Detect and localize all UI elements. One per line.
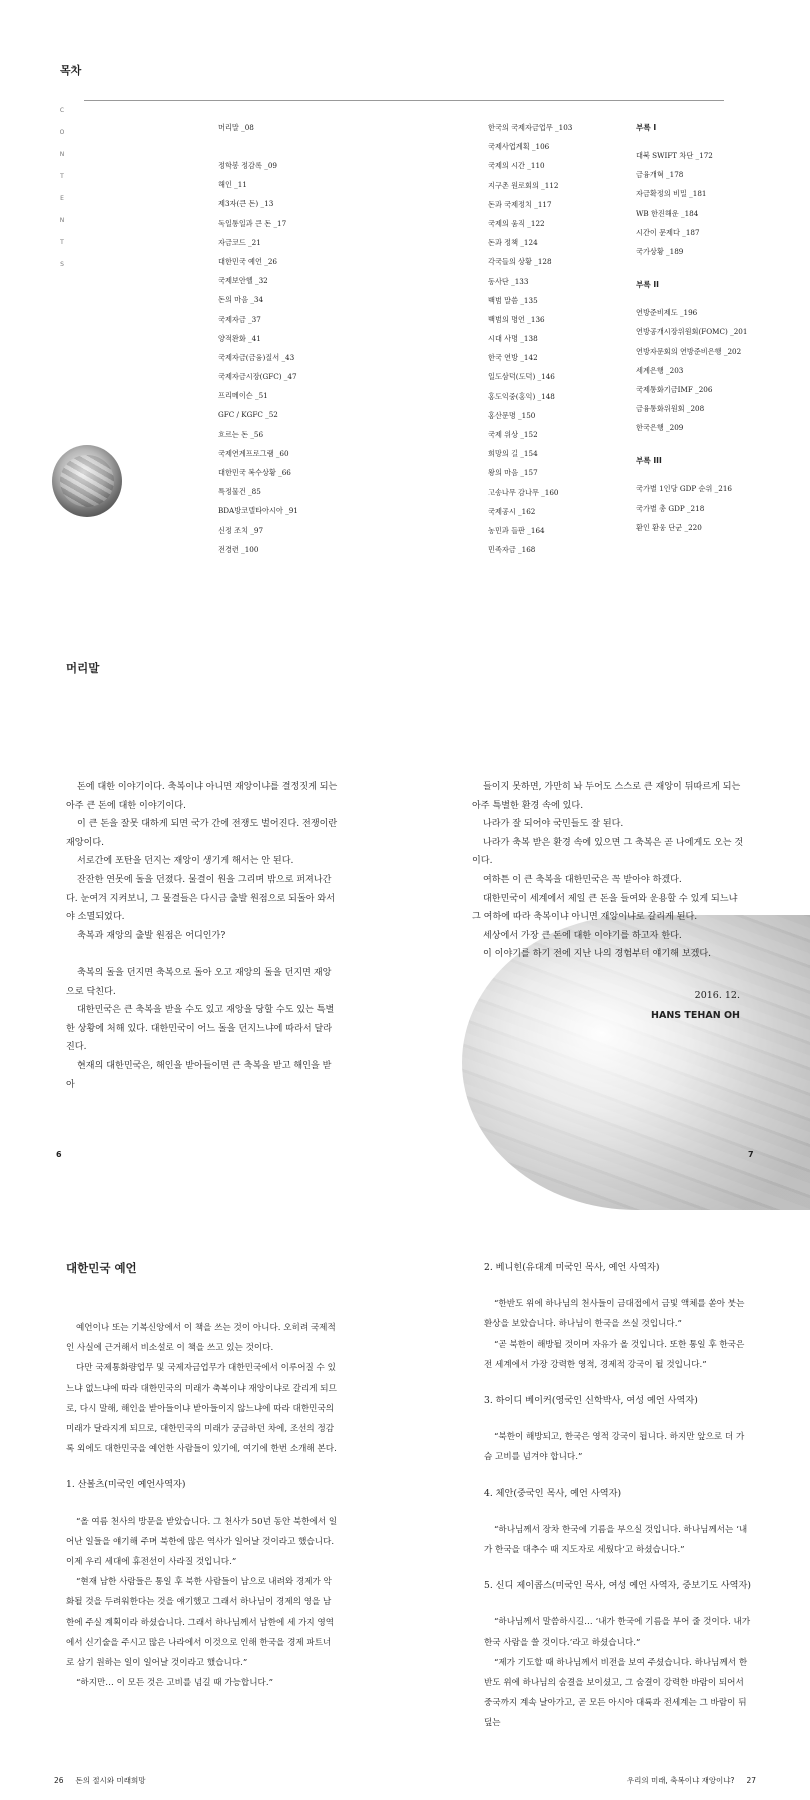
toc-entry: 돈의 마음 _34 xyxy=(218,295,264,305)
toc-divider xyxy=(84,100,724,101)
preface-paragraph: 나라가 축복 받은 환경 속에 있으면 그 축복은 곧 나에게도 오는 것이다. xyxy=(472,837,744,867)
prophecy-heading: 대한민국 예언 xyxy=(66,1261,137,1275)
toc-entry: 대한민국 복수상황 _66 xyxy=(218,468,291,477)
toc-entry: 연방준비제도 _196 xyxy=(636,308,698,318)
toc-entry: 금융개혁 _178 xyxy=(636,170,684,180)
globe-illustration xyxy=(52,445,122,517)
prophecy-paragraph: 다만 국제통화량업무 및 국제자금업무가 대한민국에서 이루어질 수 있느냐 없느냐에 따라 대한민국의 미래가 축복이냐 재앙이냐로 갈리게 되므로, 다시 말해, 해인을 받아들이냐 받아들이지 않느냐에 따라 대한민국의 미래가 달라지게 되므로, 대한민국의 미래가 궁금하던 차에, 조선의 정감록 외에도 대한민국을 예언한 사람들이 있기에, 여기에 한번 소개해 본다. xyxy=(66,1363,337,1455)
toc-entry: 정학봉 정감록 _09 xyxy=(218,161,277,170)
appendix-heading: 부록 I xyxy=(636,123,657,132)
prophet-heading: 1. 산볼츠(미국인 예언사역자) xyxy=(66,1479,186,1491)
preface-author: HANS TEHAN OH xyxy=(651,1010,740,1021)
appendix-heading: 부록 II xyxy=(636,280,659,290)
preface-paragraph: 서로간에 포탄을 던지는 재앙이 생기게 해서는 안 된다. xyxy=(77,856,294,867)
toc-entry: 흐르는 돈 _56 xyxy=(218,429,264,439)
toc-entry: 국제자금(금융)질서 _43 xyxy=(218,352,295,362)
spacer xyxy=(636,437,747,451)
prophecy-right-text xyxy=(484,1258,752,1734)
toc-entry: 시대 사명 _138 xyxy=(488,334,538,344)
toc-entry: 국제의 움직 _122 xyxy=(488,218,545,228)
preface-paragraph: 돈에 대한 이야기이다. 축복이냐 아니면 재앙이냐를 결정짓게 되는 아주 큰 돈에 대한 이야기이다. xyxy=(66,782,338,811)
prophet-heading: 4. 체안(중국인 목사, 예언 사역자) xyxy=(484,1487,622,1499)
footer-left xyxy=(54,1775,145,1786)
preface-paragraph: 대한민국이 세계에서 제일 큰 돈을 들여와 운용할 수 있게 되느냐 그 여하에 따라 축복이냐 아니면 재앙이냐로 갈리게 된다. xyxy=(472,893,738,923)
prophecy-paragraph: “북한이 해방되고, 한국은 영적 강국이 됩니다. 하지만 앞으로 더 가슴 고비를 넘겨야 합니다.” xyxy=(484,1432,745,1463)
prophet-heading: 3. 하이디 베이커(영국인 신학박사, 여성 예언 사역자) xyxy=(484,1395,698,1407)
toc-entry: 희망의 길 _154 xyxy=(488,449,538,459)
preface-paragraph: 축복의 돌을 던지면 축복으로 돌아 오고 재앙의 돌을 던지면 재앙으로 닥친다. xyxy=(66,967,332,997)
page-number-right: 7 xyxy=(748,1150,754,1159)
toc-entry: 연방자문회의 연방준비은행 _202 xyxy=(636,346,742,356)
toc-entry: 민족자금 _168 xyxy=(488,545,536,555)
toc-entry: 국가별 총 GDP _218 xyxy=(636,503,705,513)
toc-entry: 대북 SWIFT 차단 _172 xyxy=(636,151,713,160)
toc-entry: 독일통일과 큰 돈 _17 xyxy=(218,218,287,228)
toc-entry: 국제자금 _37 xyxy=(218,314,261,324)
page-number-left: 6 xyxy=(56,1150,62,1159)
toc-entry: 국제 위상 _152 xyxy=(488,430,538,439)
preface-paragraph: 세상에서 가장 큰 돈에 대한 이야기를 하고자 한다. xyxy=(483,930,682,941)
toc-entry: 자금코드 _21 xyxy=(218,237,261,247)
toc-entry: 국제의 시간 _110 xyxy=(488,161,545,171)
contents-letter: C xyxy=(59,107,65,114)
preface-paragraph: 축복과 재앙의 출발 원점은 어디인가? xyxy=(77,930,226,941)
prophecy-paragraph: “하나님께서 장차 한국에 기름을 부으실 것입니다. 하나님께서는 ‘내가 한국을 대추수 때 지도자로 세웠다’고 하셨습니다.” xyxy=(484,1524,748,1556)
preface-paragraph: 잔잔한 연못에 돌을 던졌다. 물결이 원을 그리며 밖으로 퍼져나간다. 눈여겨 지켜보니, 그 물결들은 다시금 출발 원점으로 되돌아 와서야 소멸되었다. xyxy=(66,874,335,923)
toc-column-1 xyxy=(218,118,298,559)
footer-right-page-number: 27 xyxy=(746,1776,756,1785)
preface-heading: 머리말 xyxy=(66,661,100,675)
contents-letter: T xyxy=(60,173,64,180)
toc-entry: 한국은행 _209 xyxy=(636,423,684,433)
toc-entry: 세계은행 _203 xyxy=(636,365,684,375)
contents-letter: N xyxy=(59,217,65,224)
toc-entry: 농민과 들판 _164 xyxy=(488,525,545,535)
prophecy-paragraph: “곧 북한이 해방될 것이며 자유가 올 것입니다. 또한 통일 후 한국은 전 세계에서 가장 강력한 영적, 경제적 강국이 될 것입니다.” xyxy=(484,1339,745,1370)
toc-entry: 지구촌 원로회의 _112 xyxy=(488,180,559,190)
toc-entry: 국제자금시장(GFC) _47 xyxy=(218,372,297,382)
toc-entry: 한국 연방 _142 xyxy=(488,353,538,363)
toc-entry: 돈과 정책 _124 xyxy=(488,238,538,248)
toc-column-2 xyxy=(488,118,572,559)
toc-entry: 백범 말씀 _135 xyxy=(488,295,538,305)
toc-entry: 신정 조치 _97 xyxy=(218,525,264,535)
toc-entry: BDA방코델타아시아 _91 xyxy=(218,506,298,516)
prophecy-paragraph: “현재 남한 사람들은 통일 후 북한 사람들이 남으로 내려와 경제가 악화될 것을 두려워한다는 것을 얘기했고 그래서 하나님이 경제의 영을 남한에 주실 계획이라 하셨습니다. 그래서 하나님께서 남한에 세 가지 영역에서 신기술을 주시고 많은 나라에서 이것으로 인해 한국을 경제 파트너로 삼기 원하는 일이 일어날 것이라고 했습니다.” xyxy=(66,1577,335,1669)
toc-entry: 환인 환웅 단군 _220 xyxy=(636,522,702,532)
preface-left-text xyxy=(66,778,338,1094)
appendix-heading: 부록 III xyxy=(636,456,662,466)
toc-entry: 국제사업계획 _106 xyxy=(488,142,550,152)
preface-date: 2016. 12. xyxy=(694,990,740,1001)
toc-entry: 국제연계프로그램 _60 xyxy=(218,448,289,458)
prophecy-paragraph: “제가 기도할 때 하나님께서 비전을 보여 주셨습니다. 하나님께서 한반도 위에 하나님의 숨결을 보이셨고, 그 숨결이 강력한 바람이 되어서 중국까지 계속 날아가고, 곧 모든 아시아 대륙과 전세계는 그 바람이 뒤덮는 xyxy=(484,1657,748,1729)
footer-left-title: 돈의 절시와 미래희망 xyxy=(75,1776,146,1785)
toc-entry: 국가상황 _189 xyxy=(636,246,684,256)
toc-entry: 국가별 1인당 GDP 순위 _216 xyxy=(636,484,732,494)
contents-letter: E xyxy=(60,195,64,202)
toc-entry: 국제보안헬 _32 xyxy=(218,276,268,286)
footer-right-title: 우리의 미래, 축복이냐 재앙이냐? xyxy=(626,1776,735,1785)
toc-entry: 자금확정의 비밀 _181 xyxy=(636,189,707,199)
preface-paragraph: 들이지 못하면, 가만히 놔 두어도 스스로 큰 재앙이 뒤따르게 되는 아주 특별한 환경 속에 있다. xyxy=(472,782,741,811)
toc-entry: 연방공개시장위원회(FOMC) _201 xyxy=(636,327,748,337)
contents-letter: T xyxy=(60,239,64,246)
preface-paragraph: 현재의 대한민국은, 해인을 받아들이면 큰 축복을 받고 해인을 받아 xyxy=(66,1060,332,1090)
toc-entry: 왕의 마음 _157 xyxy=(488,468,538,478)
toc-entry: 한국의 국제자금업무 _103 xyxy=(488,123,573,132)
footer-right xyxy=(560,1775,756,1786)
toc-entry: 고송나무 감나무 _160 xyxy=(488,487,559,497)
toc-entry: 제3자(큰 돈) _13 xyxy=(218,199,274,209)
spacer xyxy=(636,261,747,275)
prophet-heading: 2. 베니힌(유대계 미국인 목사, 예언 사역자) xyxy=(484,1262,660,1273)
contents-letter: N xyxy=(59,151,65,158)
toc-entry: WB 한진해운 _184 xyxy=(636,208,699,218)
toc-entry: 일도삼덕(도덕) _146 xyxy=(488,372,555,382)
contents-vertical-label xyxy=(58,100,66,276)
preface-right-text xyxy=(472,778,744,964)
toc-entry: 국제공시 _162 xyxy=(488,506,536,516)
prophecy-paragraph: “한반도 위에 하나님의 천사들이 금대접에서 금빛 액체를 쏟아 붓는 환상을 보았습니다. 하나님이 한국을 쓰실 것입니다.” xyxy=(484,1299,745,1330)
preface-paragraph: 이 이야기를 하기 전에 지난 나의 경험부터 얘기해 보겠다. xyxy=(483,949,712,960)
prophecy-paragraph: “올 여름 천사의 방문을 받았습니다. 그 천사가 50년 동안 북한에서 일어난 일들을 얘기해 주며 북한에 많은 역사가 일어날 것이라고 했습니다. 이제 우리 세대에 휴전선이 사라질 것입니다.” xyxy=(66,1516,338,1568)
toc-spread xyxy=(0,0,810,560)
toc-column-appendix xyxy=(636,118,747,537)
preface-paragraph: 이 큰 돈을 잘못 대하게 되면 국가 간에 전쟁도 벌어진다. 전쟁이란 재앙이다. xyxy=(66,819,338,848)
prophecy-left-text xyxy=(66,1318,338,1693)
toc-title: 목차 xyxy=(60,64,82,77)
toc-entry: 시간이 문제다 _187 xyxy=(636,227,700,237)
prophecy-paragraph: 예언이나 또는 기복신앙에서 이 책을 쓰는 것이 아니다. 오히려 국제적인 사실에 근거해서 비소설로 이 책을 쓰고 있는 것이다. xyxy=(66,1323,336,1354)
preface-paragraph: 여하튼 이 큰 축복을 대한민국은 꼭 받아야 하겠다. xyxy=(483,874,682,885)
footer-left-page-number: 26 xyxy=(54,1776,64,1785)
toc-entry: 국제통화기금IMF _206 xyxy=(636,384,713,394)
prophecy-paragraph: “하나님께서 말씀하시길… ‘내가 한국에 기름을 부어 줄 것이다. 내가 한국 사람을 쓸 것이다.’라고 하셨습니다.” xyxy=(484,1617,751,1648)
toc-entry: 동사단 _133 xyxy=(488,276,529,286)
contents-letter: S xyxy=(60,261,64,268)
paragraph-gap xyxy=(66,945,338,964)
preface-paragraph: 나라가 잘 되어야 국민들도 잘 된다. xyxy=(483,819,624,830)
prophet-heading: 5. 신디 제이콥스(미국인 목사, 여성 예언 사역자, 중보기도 사역자) xyxy=(484,1580,752,1592)
toc-entry: 전경련 _100 xyxy=(218,544,259,554)
toc-entry: 프리메이슨 _51 xyxy=(218,391,268,401)
preface-paragraph: 대한민국은 큰 축복을 받을 수도 있고 재앙을 당할 수도 있는 특별한 상황에 처해 있다. 대한민국이 어느 돌을 던지느냐에 따라서 달라진다. xyxy=(66,1005,335,1053)
prophecy-paragraph: “하지만… 이 모든 것은 고비를 넘길 때 가능합니다.” xyxy=(76,1678,273,1689)
toc-entry: 양적완화 _41 xyxy=(218,333,261,343)
toc-entry: 해인 _11 xyxy=(218,180,247,190)
toc-entry: 금융통화위원회 _208 xyxy=(636,404,705,414)
toc-entry: 특정물건 _85 xyxy=(218,487,261,497)
toc-entry: 각국들의 상황 _128 xyxy=(488,257,552,267)
toc-entry: 백범의 명언 _136 xyxy=(488,314,545,324)
toc-entry: 홍도익중(홍익) _148 xyxy=(488,391,555,401)
toc-entry: GFC / KGFC _52 xyxy=(218,410,278,420)
toc-entry: 돈과 국제정치 _117 xyxy=(488,199,552,209)
toc-entry: 머리말 _08 xyxy=(218,123,254,132)
toc-entry: 홍산문명 _150 xyxy=(488,410,536,420)
contents-letter: O xyxy=(59,129,65,136)
toc-entry: 대한민국 예언 _26 xyxy=(218,256,277,266)
